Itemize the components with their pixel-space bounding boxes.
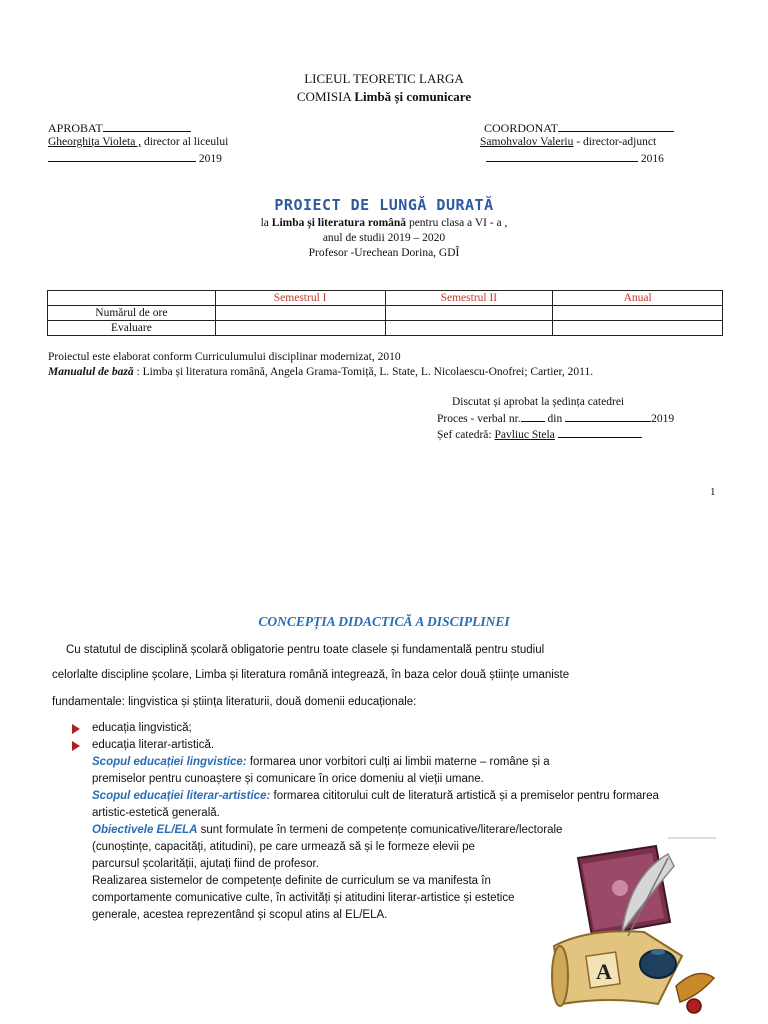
scope-linguistic-cont: premiselor pentru cunoaștere și comunicare în orice domeniu al vieții umane. bbox=[92, 773, 484, 785]
minutes-label: Proces - verbal nr. bbox=[437, 413, 521, 425]
section-title: CONCEPȚIA DIDACTICĂ A DISCIPLINEI bbox=[258, 614, 510, 629]
minutes-date-label: din bbox=[544, 413, 566, 425]
list-item-text: educația lingvistică; bbox=[92, 722, 192, 734]
table-header-cell bbox=[48, 291, 216, 306]
table-row bbox=[48, 321, 723, 336]
table-row bbox=[48, 306, 723, 321]
head-signature-blank bbox=[558, 426, 642, 438]
coordinated-year: 2016 bbox=[638, 153, 664, 165]
table-cell: Numărul de ore bbox=[48, 306, 216, 321]
objectives-cont-1: (cunoștințe, capacități, atitudini), pe care urmează să și le formeze elevii pe bbox=[92, 841, 475, 853]
teacher-line: Profesor -Urechean Dorina, GDÎ bbox=[308, 247, 460, 259]
table-cell bbox=[385, 306, 553, 321]
table-cell: Evaluare bbox=[48, 321, 216, 336]
scope-linguistic-text: formarea unor vorbitori culți ai limbii materne – române și a bbox=[246, 756, 550, 768]
approval-line-1: Discutat și aprobat la ședința catedrei bbox=[452, 396, 625, 408]
scope-linguistic-label: Scopul educației lingvistice: bbox=[92, 756, 247, 768]
commission-prefix: COMISIA bbox=[296, 89, 355, 104]
head-name: Pavliuc Stela bbox=[494, 429, 555, 441]
approved-person bbox=[48, 136, 228, 148]
school-name: LICEUL TEORETIC LARGA bbox=[304, 71, 464, 86]
approved-role: director al liceului bbox=[141, 136, 229, 148]
list-item bbox=[72, 720, 214, 737]
coordinated-label-line bbox=[484, 120, 674, 136]
approved-name: Gheorghița Violeta , bbox=[48, 136, 142, 148]
coordinated-name: Samohvalov Valeriu bbox=[480, 136, 574, 148]
realization-2: comportamente comunicative culte, în activități și atitudini literar-artistice și estetice bbox=[92, 892, 515, 904]
approved-date-blank bbox=[48, 150, 196, 162]
objectives-cont-2: parcursul școlarității, ajutați fiind de profesor. bbox=[92, 858, 319, 870]
intro-line-3: fundamentale: lingvistica și știința literaturii, două domenii educaționale: bbox=[52, 696, 417, 708]
table-header-row bbox=[48, 291, 723, 306]
table-cell bbox=[385, 321, 553, 336]
coordinated-date-blank bbox=[486, 150, 638, 162]
approved-label-line bbox=[48, 120, 191, 136]
page-number: 1 bbox=[710, 486, 716, 498]
scroll-letter: A bbox=[596, 959, 612, 984]
approved-signature-line bbox=[103, 120, 191, 132]
domains-list bbox=[72, 720, 214, 754]
subject-prefix: la bbox=[260, 217, 272, 229]
approved-label: APROBAT bbox=[48, 121, 103, 135]
school-year: anul de studii 2019 – 2020 bbox=[322, 232, 446, 244]
approved-year: 2019 bbox=[196, 153, 222, 165]
arrow-bullet-icon bbox=[72, 724, 80, 734]
table-header-cell: Semestrul I bbox=[215, 291, 385, 306]
list-item bbox=[72, 737, 214, 754]
objectives-text: sunt formulate în termeni de competențe comunicative/literare/lectorale bbox=[197, 824, 563, 836]
scope-literary-cont: artistic-estetică generală. bbox=[92, 807, 220, 819]
coordinated-signature-line bbox=[558, 120, 674, 132]
table-header-cell: Semestrul II bbox=[385, 291, 553, 306]
book-quill-illustration bbox=[548, 836, 720, 1020]
approval-line-2 bbox=[437, 410, 674, 425]
intro-line-2: celorlalte discipline școlare, Limba și literatura română integrează, în baza celor două științe umaniste bbox=[52, 669, 570, 681]
coordinated-person bbox=[480, 136, 656, 148]
manual-note bbox=[48, 366, 593, 378]
subject-name: Limba și literatura română bbox=[271, 217, 407, 229]
arrow-bullet-icon bbox=[72, 741, 80, 751]
manual-text: : Limba și literatura română, Angela Grama-Tomiță, L. State, L. Nicolaescu-Onofrei; Cartier, 2011. bbox=[133, 366, 594, 378]
approved-date-line bbox=[48, 150, 222, 165]
hours-table bbox=[47, 290, 723, 336]
curriculum-note: Proiectul este elaborat conform Curriculumului disciplinar modernizat, 2010 bbox=[48, 351, 401, 363]
subject-class: pentru clasa a VI - a , bbox=[406, 217, 508, 229]
inkpot-icon bbox=[640, 949, 676, 978]
list-item-text: educația literar-artistică. bbox=[92, 739, 215, 751]
approval-line-3 bbox=[437, 426, 642, 441]
table-cell bbox=[215, 306, 385, 321]
coordinated-label: COORDONAT bbox=[484, 121, 559, 135]
objectives-label: Obiectivele EL/ELA bbox=[92, 824, 198, 836]
scope-literary-label: Scopul educației literar-artistice: bbox=[92, 790, 271, 802]
scope-literary-text: formarea cititorului cult de literatură artistică și a premiselor pentru formarea bbox=[270, 790, 659, 802]
project-subject-line bbox=[0, 217, 768, 229]
realization-3: generale, acestea reprezentând și scopul atins al EL/ELA. bbox=[92, 909, 388, 921]
table-header-cell: Anual bbox=[553, 291, 723, 306]
seal-ribbon-icon bbox=[676, 974, 714, 1014]
objectives bbox=[92, 822, 562, 839]
minutes-year: 2019 bbox=[651, 413, 675, 425]
coordinated-date-line bbox=[486, 150, 664, 165]
minutes-number-blank bbox=[521, 410, 545, 422]
realization-1: Realizarea sistemelor de competențe definite de curriculum se va manifesta în bbox=[92, 875, 491, 887]
manual-label: Manualul de bază bbox=[48, 366, 134, 378]
coordinated-role: - director-adjunct bbox=[573, 136, 657, 148]
minutes-date-blank bbox=[565, 410, 651, 422]
table-cell bbox=[553, 306, 723, 321]
table-cell bbox=[215, 321, 385, 336]
scope-linguistic bbox=[92, 754, 594, 771]
head-label: Șef catedră: bbox=[437, 429, 495, 441]
project-title: PROIECT DE LUNGĂ DURATĂ bbox=[274, 196, 494, 214]
intro-line-1: Cu statutul de disciplină școlară obligatorie pentru toate clasele și fundamentală pentru studiul bbox=[66, 644, 545, 656]
scope-literary bbox=[92, 788, 694, 805]
commission-line bbox=[0, 89, 768, 105]
commission-name: Limbă și comunicare bbox=[354, 89, 472, 104]
table-cell bbox=[553, 321, 723, 336]
